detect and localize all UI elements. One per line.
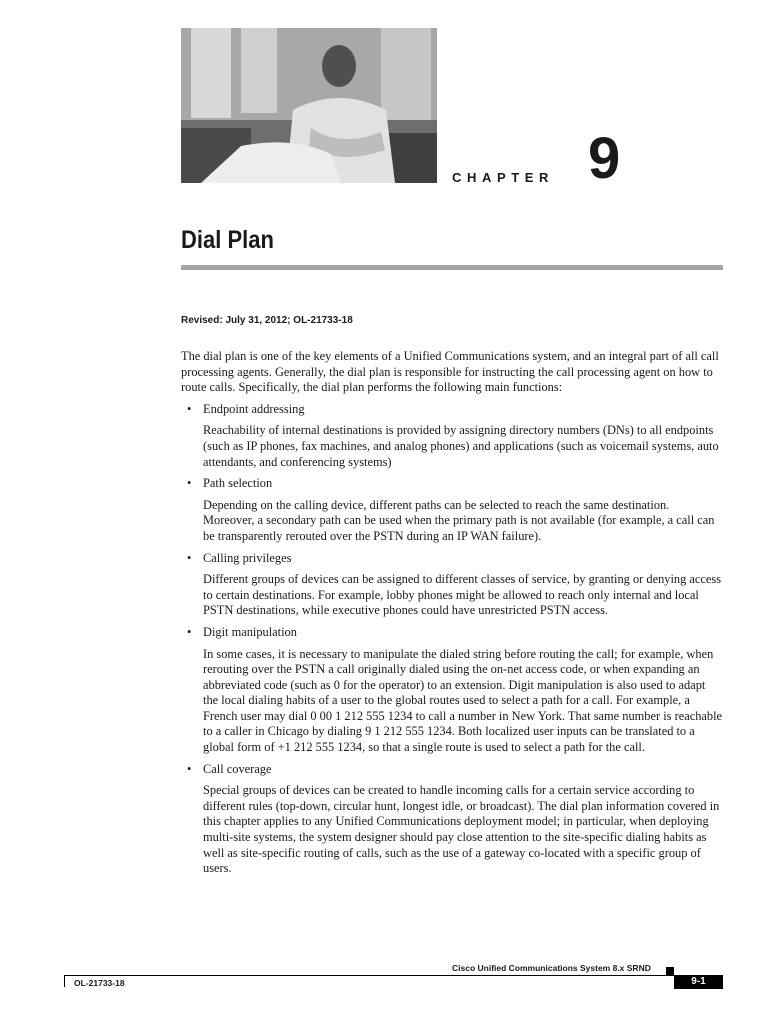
list-item-description: In some cases, it is necessary to manipulate the dialed string before routing the call; for example, when rerouting over the PSTN a call originally dialed using the on-net access code, or when expanding an abbreviated code (such as 0 for the operator) to an extension. Digit manipulation is also used to adapt the local dialing habits of a user to the global routes used to select a path for a call. For example, a French user may dial 0 00 1 212 555 1234 to call a number in New York. That same number is reachable to a caller in Chicago by dialing 9 1 212 555 1234. Both localized user inputs can be translated to a global form of +1 212 555 1234, so that a single route is used to select a path for the call. bbox=[203, 646, 723, 755]
footer-rule bbox=[64, 975, 723, 976]
list-item-description: Different groups of devices can be assigned to different classes of service, by granting or denying access to certain destinations. For example, lobby phones might be allowed to reach only internal and local PSTN destinations, while executive phones could have unrestricted PSTN access. bbox=[203, 572, 722, 618]
footer-tick bbox=[64, 975, 65, 987]
list-item-calling-privileges: • Calling privileges bbox=[181, 551, 723, 567]
list-item-digit-manipulation: • Digit manipulation bbox=[181, 625, 723, 641]
list-item-description: Reachability of internal destinations is provided by assigning directory numbers (DNs) to all endpoints (such as IP phones, fax machines, and analog phones) and applications (such as voicemail systems, auto attendants, and conferencing systems) bbox=[203, 423, 719, 469]
chapter-label: CHAPTER bbox=[452, 170, 555, 185]
footer-marker bbox=[666, 967, 674, 975]
intro-paragraph: The dial plan is one of the key elements of a Unified Communications system, and an integral part of all call processing agents. Generally, the dial plan is responsible for instructing the call processing agent on how to route calls. Specifically, the dial plan performs the following main functions: bbox=[181, 349, 719, 395]
body-text bbox=[181, 349, 723, 883]
list-item-description: Special groups of devices can be created to handle incoming calls for a certain service according to different rules (top-down, circular hunt, longest idle, or broadcast). The dial plan information covered in this chapter applies to any Unified Communications deployment model; in particular, when deploying multi-site systems, the system designer should pay close attention to the site-specific dialing habits as well as site-specific routing of calls, such as the use of a gateway co-located with a specific group of users. bbox=[203, 783, 720, 876]
page-number: 9-1 bbox=[674, 975, 723, 989]
title-rule bbox=[181, 265, 723, 270]
footer-doc-number: OL-21733-18 bbox=[74, 978, 125, 988]
chapter-photo bbox=[181, 28, 437, 183]
list-item-description: Depending on the calling device, different paths can be selected to reach the same destination. Moreover, a secondary path can be used when the primary path is not available (for example, a call can be transparently rerouted over the PSTN during an IP WAN failure). bbox=[203, 497, 715, 543]
page-title: Dial Plan bbox=[181, 226, 274, 254]
revision-note: Revised: July 31, 2012; OL-21733-18 bbox=[181, 315, 353, 326]
list-item-call-coverage: • Call coverage bbox=[181, 762, 723, 778]
chapter-number: 9 bbox=[588, 126, 621, 191]
list-item-endpoint-addressing: • Endpoint addressing bbox=[181, 402, 723, 418]
footer-book-title: Cisco Unified Communications System 8.x SRND bbox=[452, 963, 651, 973]
list-item-path-selection: • Path selection bbox=[181, 476, 723, 492]
